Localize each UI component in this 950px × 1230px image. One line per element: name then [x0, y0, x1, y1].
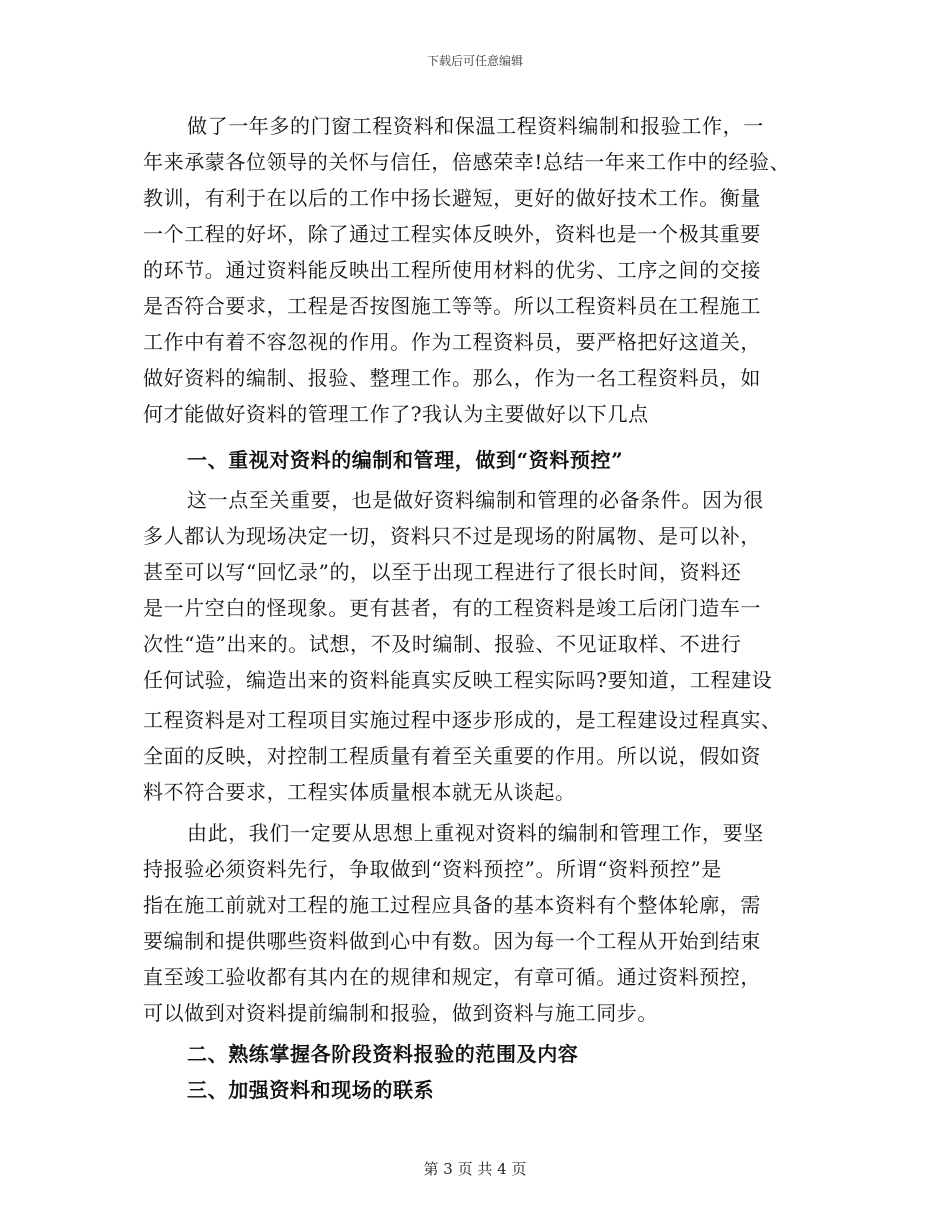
body-line: 全面的反映，对控制工程质量有着至关重要的作用。所以说，假如资	[143, 744, 761, 768]
body-line: 做好资料的编制、报验、整理工作。那么，作为一名工程资料员，如	[143, 366, 761, 390]
page-header: 下载后可任意编辑	[426, 54, 523, 68]
body-line: 多人都认为现场决定一切，资料只不过是现场的附属物、是可以补，	[143, 524, 761, 548]
section-heading-2: 二、熟练掌握各阶段资料报验的范围及内容	[187, 1042, 579, 1066]
body-line: 任何试验，编造出来的资料能真实反映工程实际吗?要知道，工程建设	[143, 668, 773, 692]
body-line: 年来承蒙各位领导的关怀与信任，倍感荣幸!总结一年来工作中的经验、	[143, 150, 791, 174]
body-line: 可以做到对资料提前编制和报验，做到资料与施工同步。	[143, 1001, 658, 1025]
body-line: 工程资料是对工程项目实施过程中逐步形成的，是工程建设过程真实、	[143, 708, 782, 732]
section-heading-1: 一、重视对资料的编制和管理，做到“资料预控”	[187, 448, 624, 472]
page-footer: 第 3 页 共 4 页	[423, 1160, 527, 1178]
body-line: 指在施工前就对工程的施工过程应具备的基本资料有个整体轮廓，需	[143, 893, 761, 917]
body-line: 的环节。通过资料能反映出工程所使用材料的优劣、工序之间的交接	[143, 258, 761, 282]
body-line: 做了一年多的门窗工程资料和保温工程资料编制和报验工作，一	[187, 114, 764, 138]
body-line: 何才能做好资料的管理工作了?我认为主要做好以下几点	[143, 402, 649, 426]
body-line: 料不符合要求，工程实体质量根本就无从谈起。	[143, 780, 576, 804]
body-line: 直至竣工验收都有其内在的规律和规定，有章可循。通过资料预控，	[143, 965, 761, 989]
body-line: 甚至可以写“回忆录”的，以至于出现工程进行了很长时间，资料还	[143, 560, 742, 584]
body-line: 由此，我们一定要从思想上重视对资料的编制和管理工作，要坚	[187, 821, 764, 845]
body-line: 持报验必须资料先行，争取做到“资料预控”。所谓“资料预控”是	[143, 857, 722, 881]
body-line: 是否符合要求，工程是否按图施工等等。所以工程资料员在工程施工	[143, 294, 761, 318]
body-line: 要编制和提供哪些资料做到心中有数。因为每一个工程从开始到结束	[143, 929, 761, 953]
section-heading-3: 三、加强资料和现场的联系	[187, 1078, 435, 1102]
body-line: 一个工程的好坏，除了通过工程实体反映外，资料也是一个极其重要	[143, 222, 761, 246]
body-line: 工作中有着不容忽视的作用。作为工程资料员，要严格把好这道关，	[143, 330, 761, 354]
body-line: 是一片空白的怪现象。更有甚者，有的工程资料是竣工后闭门造车一	[143, 596, 761, 620]
body-line: 次性“造”出来的。试想，不及时编制、报验、不见证取样、不进行	[143, 632, 742, 656]
body-line: 教训，有利于在以后的工作中扬长避短，更好的做好技术工作。衡量	[143, 186, 761, 210]
body-line: 这一点至关重要，也是做好资料编制和管理的必备条件。因为很	[187, 488, 764, 512]
